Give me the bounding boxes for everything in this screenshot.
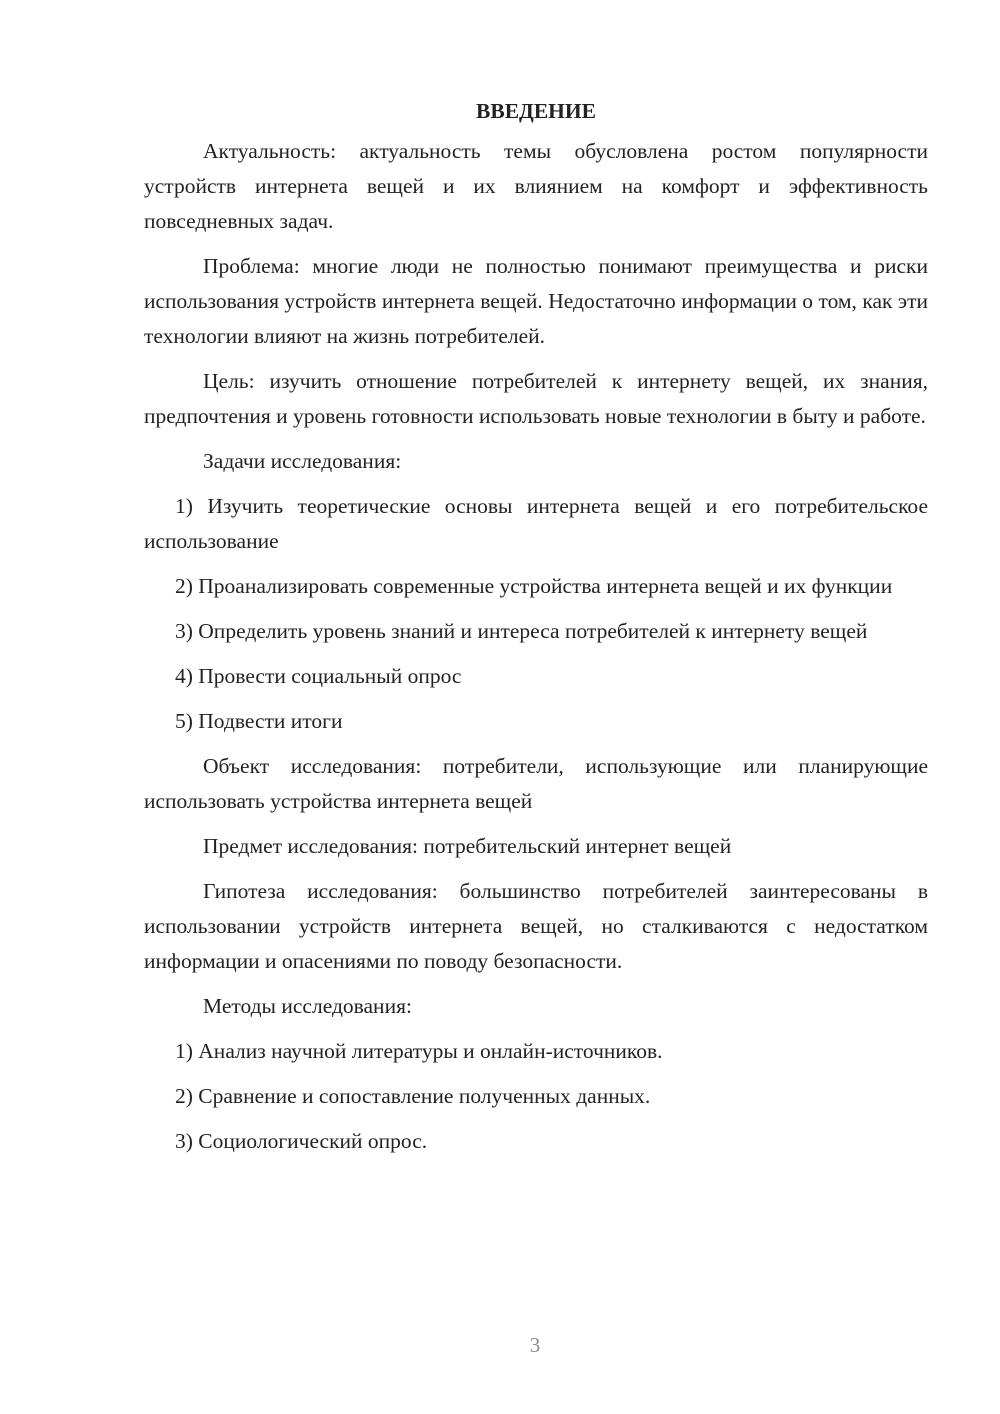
methods-heading: Методы исследования: <box>203 994 412 1018</box>
page-number: 3 <box>529 1333 541 1357</box>
relevance-paragraph: Актуальность: актуальность темы обусловлена ростом популярности устройств интернета вещей и их влиянием на комфорт и эффективность повседневных задач. <box>144 139 928 233</box>
task-item: 2) Проанализировать современные устройства интернета вещей и их функции <box>175 574 893 598</box>
tasks-list <box>144 489 928 739</box>
task-item: 5) Подвести итоги <box>175 709 343 733</box>
method-item: 3) Социологический опрос. <box>175 1129 428 1153</box>
method-item: 2) Сравнение и сопоставление полученных данных. <box>175 1084 651 1108</box>
document-page <box>144 96 928 1169</box>
methods-list <box>144 1034 928 1159</box>
goal-paragraph: Цель: изучить отношение потребителей к интернету вещей, их знания, предпочтения и уровень готовности использовать новые технологии в быту и работе. <box>144 369 928 428</box>
tasks-heading: Задачи исследования: <box>203 449 402 473</box>
task-item: 4) Провести социальный опрос <box>175 664 462 688</box>
task-item: 3) Определить уровень знаний и интереса потребителей к интернету вещей <box>175 619 868 643</box>
problem-paragraph: Проблема: многие люди не полностью понимают преимущества и риски использования устройств интернета вещей. Недостаточно информации о том, как эти технологии влияют на жизнь потребителей. <box>144 254 928 348</box>
object-paragraph: Объект исследования: потребители, использующие или планирующие использовать устройства интернета вещей <box>144 754 928 813</box>
hypothesis-paragraph: Гипотеза исследования: большинство потребителей заинтересованы в использовании устройств интернета вещей, но сталкиваются с недостатком информации и опасениями по поводу безопасности. <box>144 879 928 973</box>
page-title: ВВЕДЕНИЕ <box>476 99 596 123</box>
method-item: 1) Анализ научной литературы и онлайн-источников. <box>175 1039 663 1063</box>
subject-paragraph: Предмет исследования: потребительский интернет вещей <box>203 834 732 858</box>
task-item: 1) Изучить теоретические основы интернета вещей и его потребительское использование <box>144 494 928 553</box>
